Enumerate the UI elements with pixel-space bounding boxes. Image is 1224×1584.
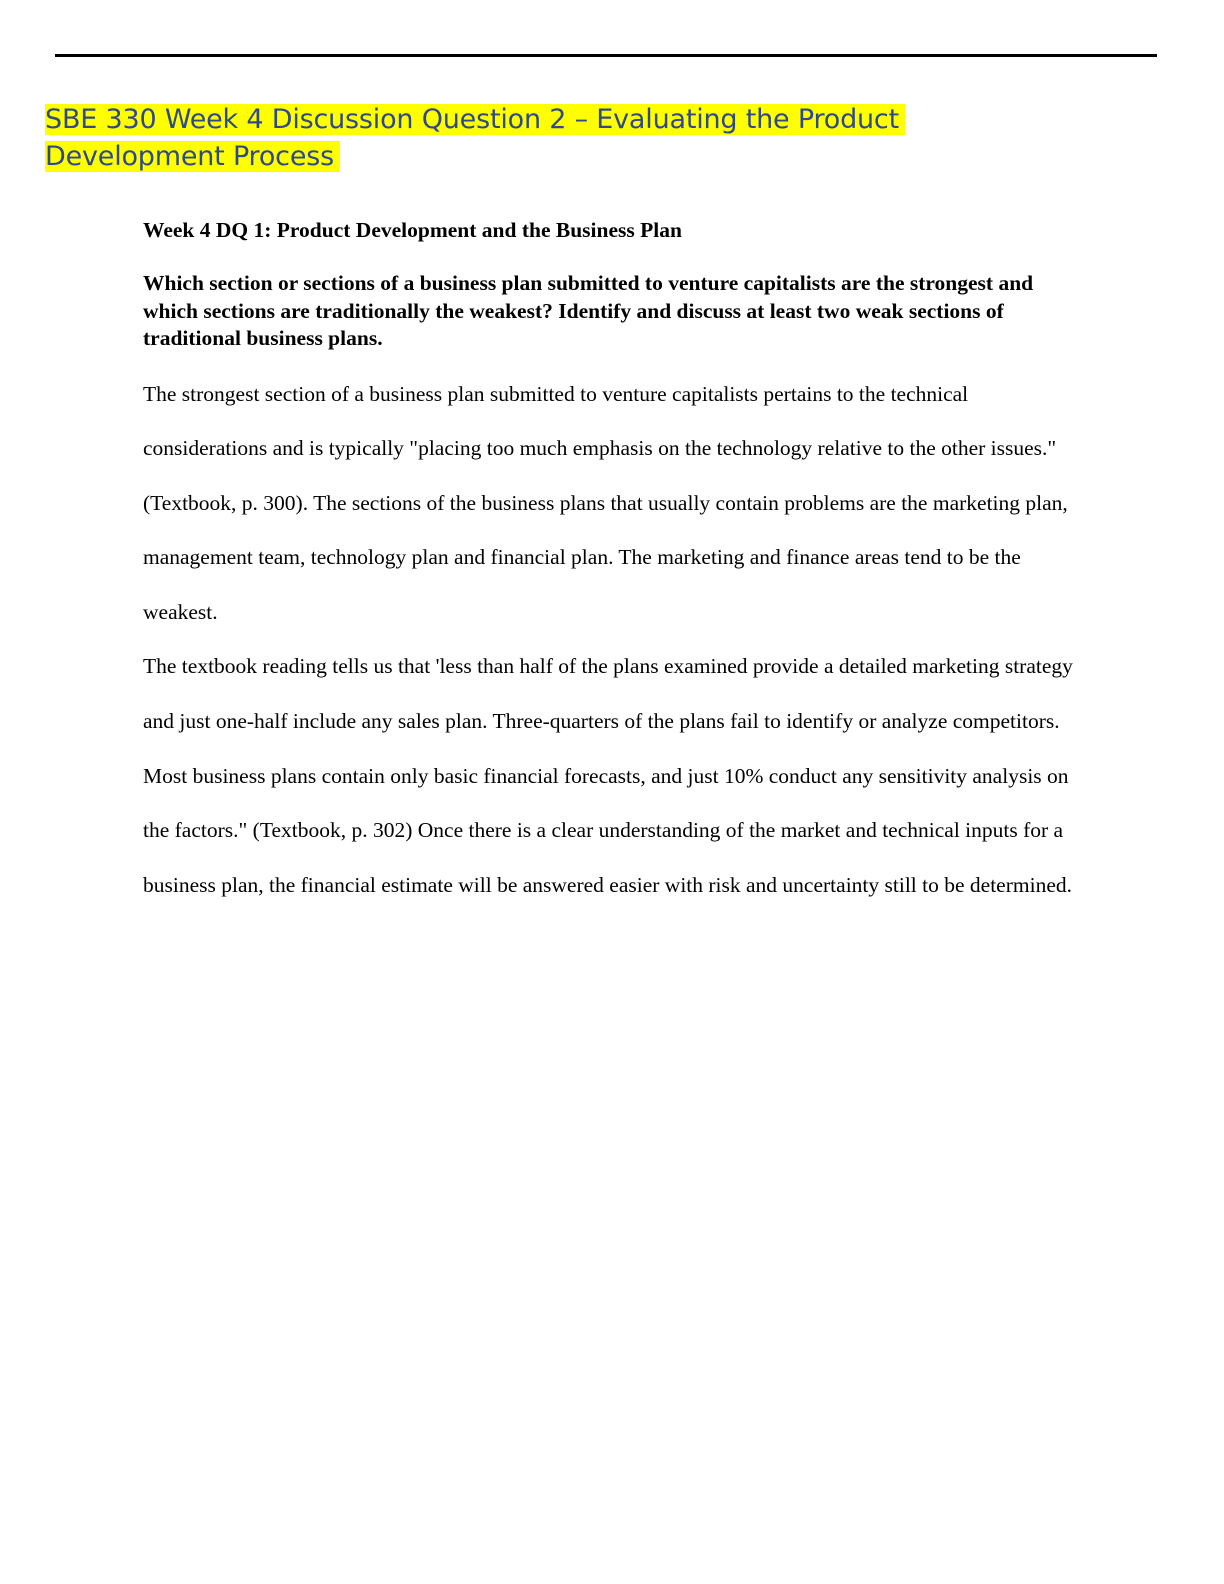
document-title-line-2: Development Process — [45, 141, 340, 172]
answer-paragraph-1: The strongest section of a business plan submitted to venture capitalists pertains to the technical considerations and is typically "placing too much emphasis on the technology relative to the other issues." (Textbook, p. 300). The sections of the business plans that usually contain problems are the marketing plan, management team, technology plan and financial plan. The marketing and finance areas tend to be the weakest. — [143, 381, 1068, 624]
document-title-line-1: SBE 330 Week 4 Discussion Question 2 – Evaluating the Product — [45, 104, 905, 135]
top-horizontal-rule — [55, 54, 1157, 57]
discussion-question: Which section or sections of a business plan submitted to venture capitalists are the strongest and which sections are traditionally the weakest? Identify and discuss at least two weak sections of traditional business plans. — [143, 271, 1034, 350]
document-title — [45, 101, 945, 175]
section-heading: Week 4 DQ 1: Product Development and the Business Plan — [143, 218, 682, 242]
document-body — [143, 216, 1073, 912]
answer-paragraph-2: The textbook reading tells us that 'less than half of the plans examined provide a detailed marketing strategy and just one-half include any sales plan. Three-quarters of the plans fail to identify or analyze competitors. Most business plans contain only basic financial forecasts, and just 10% conduct any sensitivity analysis on the factors." (Textbook, p. 302) Once there is a clear understanding of the market and technical inputs for a business plan, the financial estimate will be answered easier with risk and uncertainty still to be determined. — [143, 654, 1073, 897]
